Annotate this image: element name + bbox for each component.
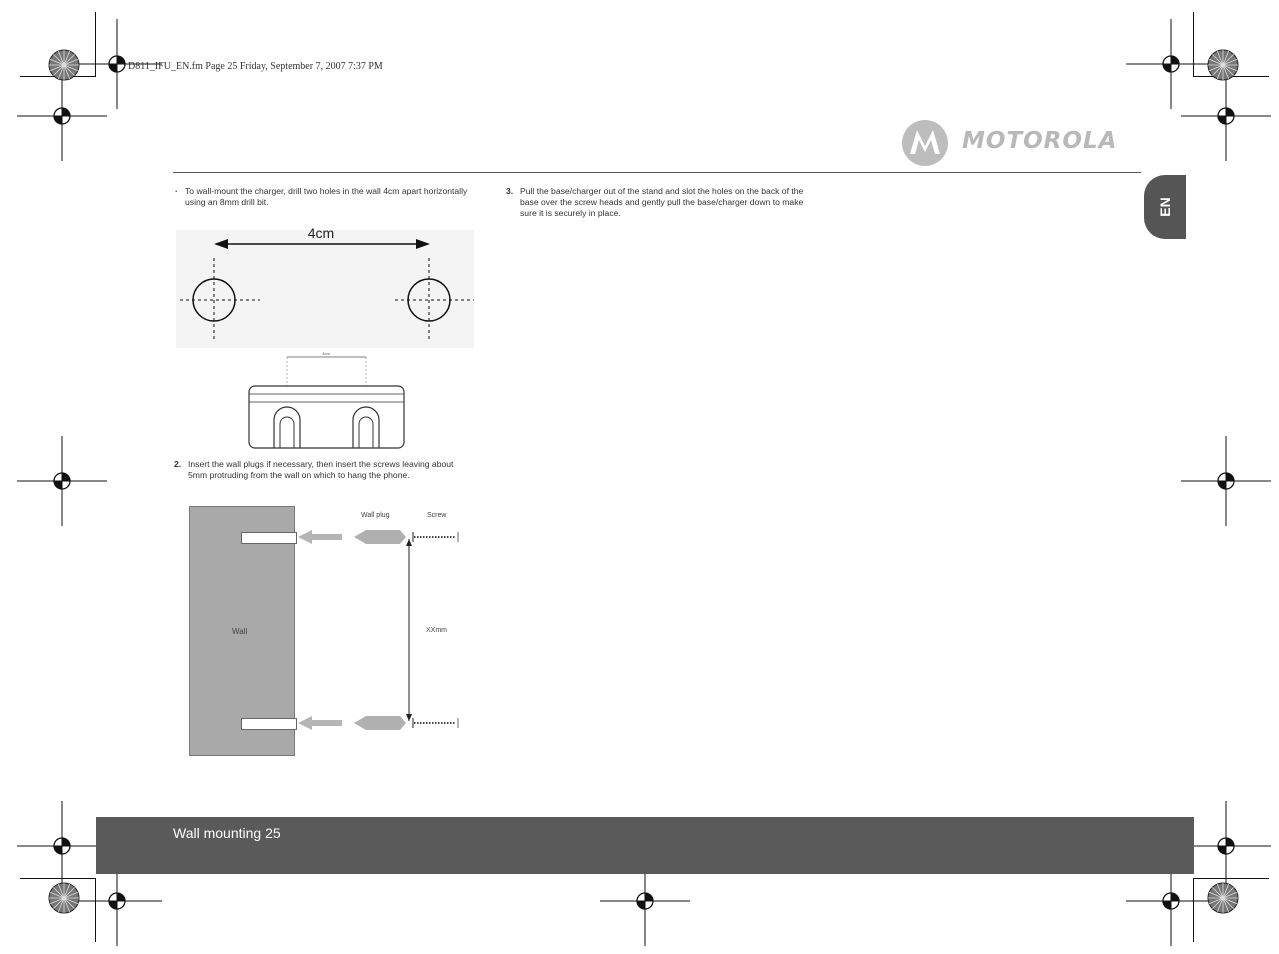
color-target xyxy=(1208,50,1238,80)
wall-hole xyxy=(241,532,297,544)
color-target xyxy=(49,50,79,80)
brand-name: MOTOROLA xyxy=(962,128,1118,154)
arrow-down-icon xyxy=(406,714,412,721)
batwing-icon xyxy=(900,118,950,168)
registration-mark xyxy=(17,436,107,526)
footer-bar xyxy=(96,817,1194,874)
insert-arrow-icon xyxy=(298,530,342,544)
registration-mark xyxy=(1181,436,1271,526)
wall-plug-label: Wall plug xyxy=(361,512,390,519)
language-tab-label: EN xyxy=(1157,197,1173,217)
step-3 xyxy=(506,186,816,222)
footer-text: Wall mounting 25 xyxy=(173,825,281,841)
header-rule xyxy=(173,172,1141,173)
base-spacing-label: 4cm xyxy=(322,351,330,356)
drill-holes-figure xyxy=(176,222,476,350)
step-2 xyxy=(174,459,474,495)
base-underside-figure xyxy=(246,348,408,452)
step-text: Pull the base/charger out of the stand and slot the holes on the back of the base over the screw heads and gently pull the base/charger down to make sure it is securely in place. xyxy=(520,186,804,218)
brand-logo xyxy=(900,118,1145,168)
distance-label: XXmm xyxy=(426,627,447,634)
screw-label: Screw xyxy=(427,512,447,519)
bullet-paragraph xyxy=(174,186,474,210)
insert-arrow-icon xyxy=(298,716,342,730)
wall-plug-icon xyxy=(354,530,406,544)
spacing-label: 4cm xyxy=(307,225,335,241)
wall-block xyxy=(189,506,295,756)
step-text: Insert the wall plugs if necessary, then insert the screws leaving about 5mm protruding from the wall on which to hang the phone. xyxy=(188,459,454,480)
registration-mark xyxy=(17,801,107,891)
step-number: 3. xyxy=(506,186,514,196)
registration-mark xyxy=(17,71,107,161)
print-info: D811_IFU_EN.fm Page 25 Friday, September 7, 2007 7:37 PM xyxy=(128,61,383,72)
registration-mark xyxy=(1126,19,1216,109)
registration-mark xyxy=(1181,801,1271,891)
wall-label: Wall xyxy=(232,627,248,636)
color-target xyxy=(49,883,79,913)
step-number: 2. xyxy=(174,459,182,469)
bullet-marker: · xyxy=(175,186,178,196)
wall-plug-icon xyxy=(354,716,406,730)
wall-hole xyxy=(241,718,297,730)
registration-mark xyxy=(1181,71,1271,161)
color-target xyxy=(1208,883,1238,913)
screw-icon xyxy=(413,532,458,542)
screw-icon xyxy=(413,718,458,728)
bullet-text: To wall-mount the charger, drill two holes in the wall 4cm apart horizontally using an 8mm drill bit. xyxy=(185,186,468,207)
base-outline xyxy=(249,386,404,448)
arrow-up-icon xyxy=(406,539,412,546)
language-tab xyxy=(1144,175,1186,239)
